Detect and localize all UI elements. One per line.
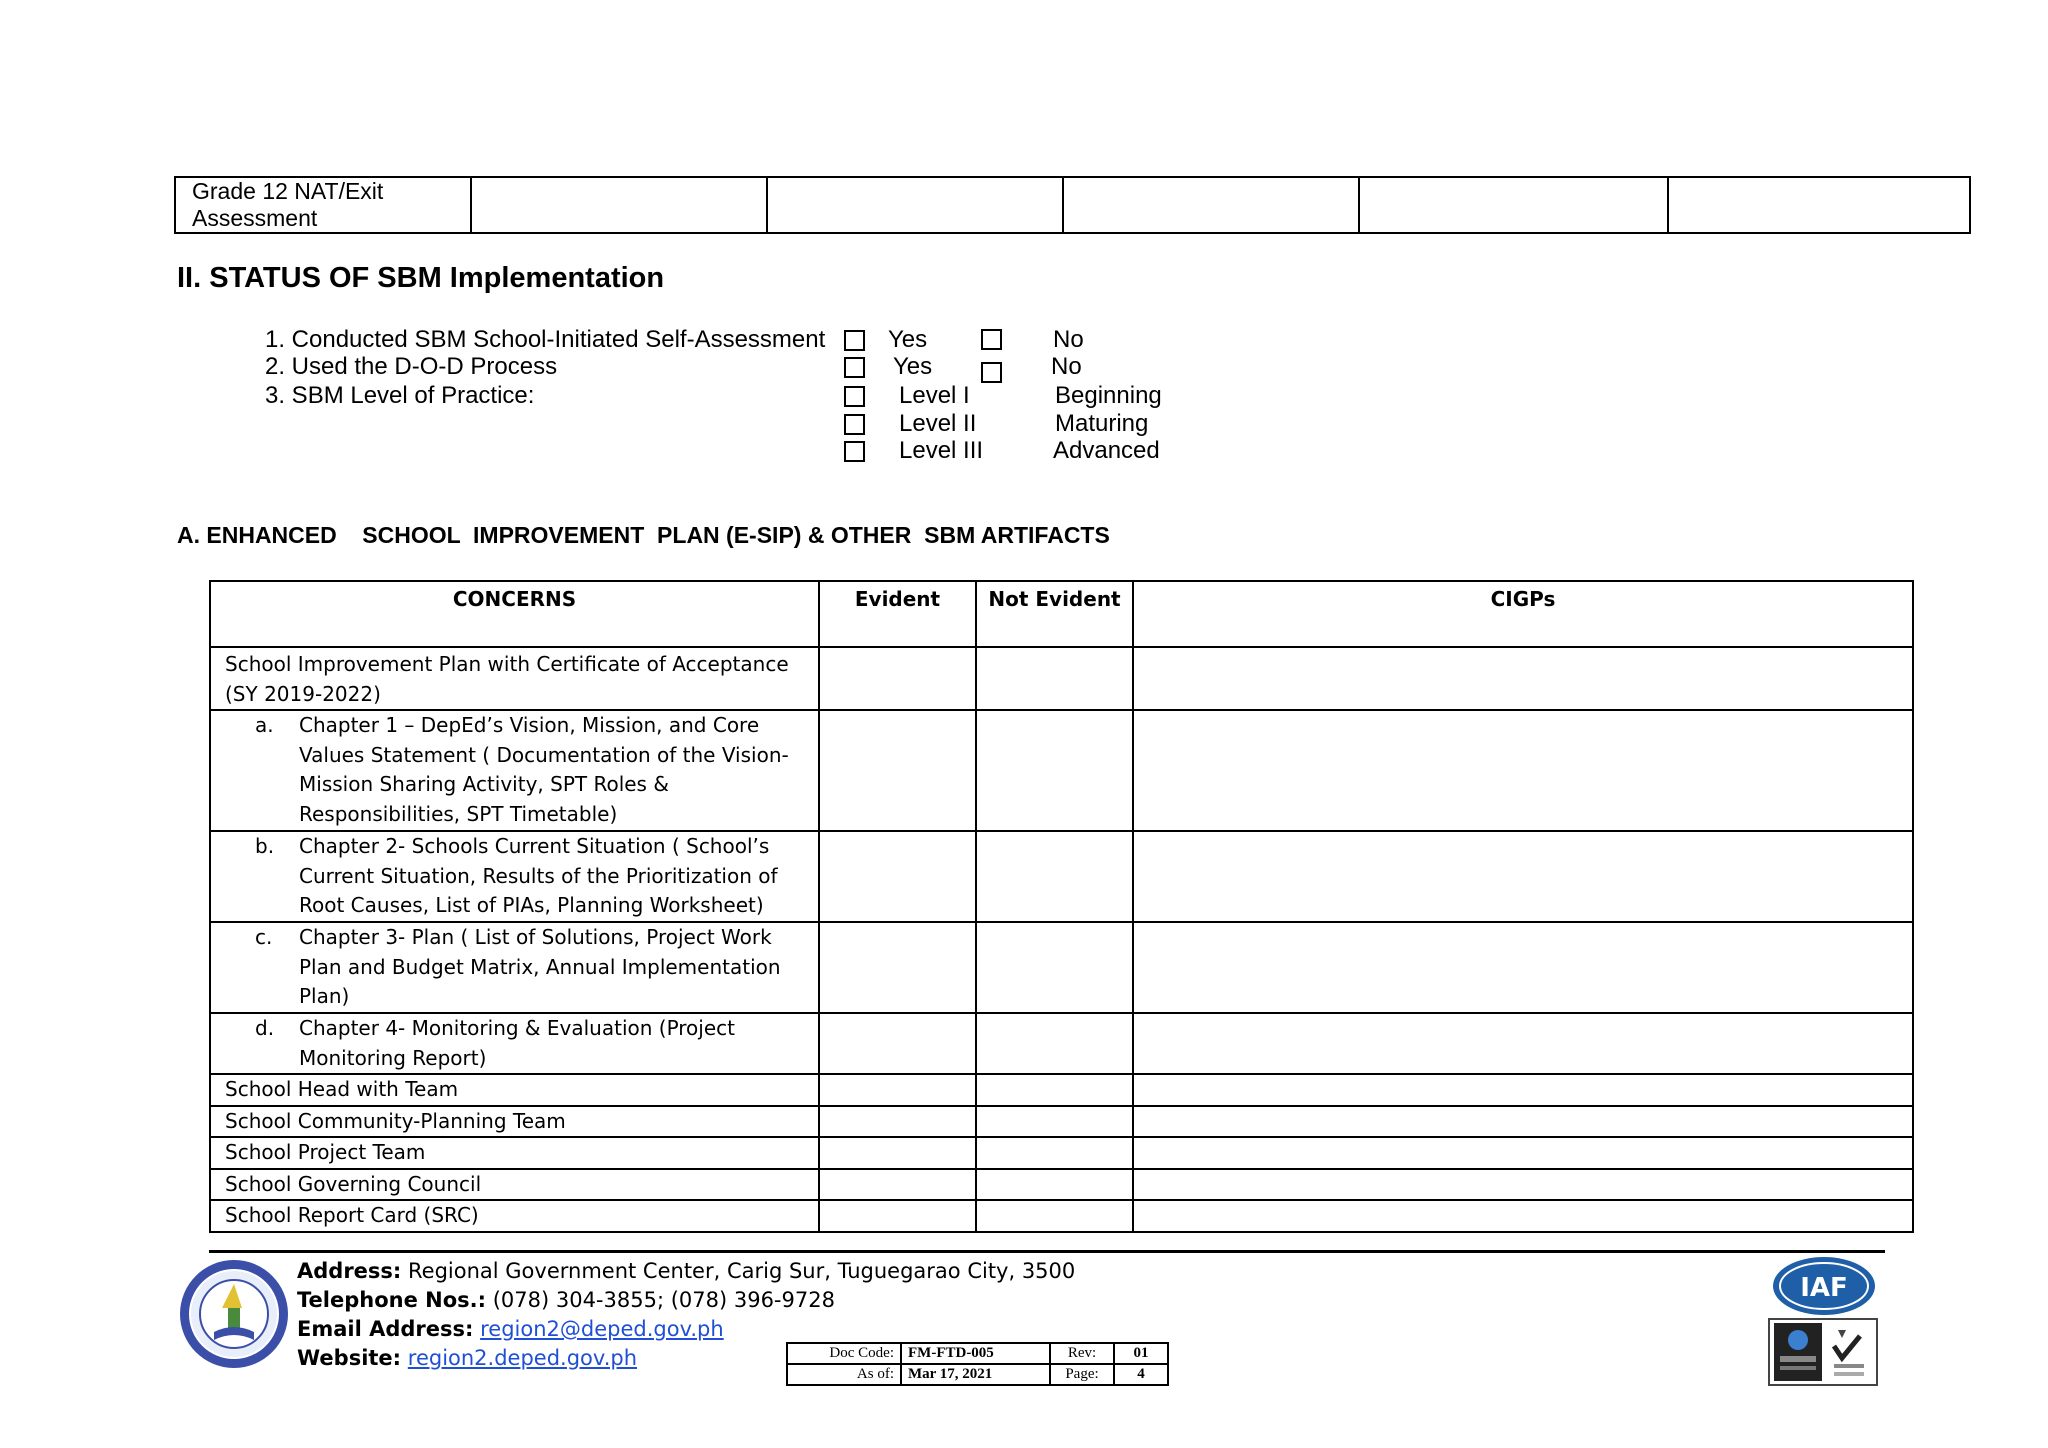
- as-of-label: As of:: [787, 1364, 901, 1385]
- item-text: Chapter 4- Monitoring & Evaluation (Project Monitoring Report): [299, 1016, 735, 1070]
- website-label: Website:: [297, 1346, 402, 1370]
- table-cell: [1668, 177, 1970, 233]
- doc-code-label: Doc Code:: [787, 1343, 901, 1364]
- not-evident-cell: [976, 1074, 1133, 1106]
- evident-cell: [819, 710, 976, 831]
- footer-divider: [209, 1250, 1885, 1253]
- item-letter: a.: [255, 713, 274, 737]
- doc-control-table: [786, 1342, 1169, 1386]
- checkbox-dod-yes[interactable]: [844, 357, 865, 378]
- doc-code-value: FM-FTD-005: [901, 1343, 1050, 1364]
- esip-table: [209, 580, 1914, 1233]
- evident-cell: [819, 1200, 976, 1232]
- concern-cell: [210, 922, 819, 1013]
- table-cell: [767, 177, 1063, 233]
- item-letter: b.: [255, 834, 275, 858]
- table-row: [210, 1074, 1913, 1106]
- level-stage: Maturing: [1055, 410, 1149, 437]
- not-evident-cell: [976, 1013, 1133, 1074]
- table-row: [210, 922, 1913, 1013]
- concern-cell: School Community-Planning Team: [210, 1106, 819, 1138]
- cigps-cell: [1133, 1013, 1913, 1074]
- evident-cell: [819, 922, 976, 1013]
- page-label: Page:: [1050, 1364, 1114, 1385]
- not-evident-cell: [976, 1200, 1133, 1232]
- concern-cell: School Governing Council: [210, 1169, 819, 1201]
- row-label-cell: [175, 177, 471, 233]
- option-yes: Yes: [888, 326, 928, 353]
- table-row: [210, 1013, 1913, 1074]
- table-row: [210, 1106, 1913, 1138]
- item-text: Chapter 1 – DepEd’s Vision, Mission, and Core Values Statement ( Documentation of the Vision-Mission Sharing Activity, SPT Roles & Responsibilities, SPT Timetable): [299, 713, 789, 826]
- evident-cell: [819, 1169, 976, 1201]
- option-no: No: [1053, 326, 1084, 353]
- cigps-cell: [1133, 647, 1913, 710]
- evident-cell: [819, 1013, 976, 1074]
- checkbox-level-2[interactable]: [844, 414, 865, 435]
- cigps-cell: [1133, 1074, 1913, 1106]
- footer-address: [297, 1257, 1075, 1286]
- table-cell: [1359, 177, 1668, 233]
- row-label-line1: Grade 12 NAT/Exit: [192, 178, 384, 204]
- level-stage: Advanced: [1053, 437, 1160, 464]
- table-row: [175, 177, 1970, 233]
- cigps-cell: [1133, 922, 1913, 1013]
- not-evident-cell: [976, 1169, 1133, 1201]
- email-link[interactable]: region2@deped.gov.ph: [480, 1317, 724, 1341]
- cigps-cell: [1133, 1169, 1913, 1201]
- as-of-value: Mar 17, 2021: [901, 1364, 1050, 1385]
- address-value: Regional Government Center, Carig Sur, Tuguegarao City, 3500: [408, 1259, 1076, 1283]
- cigps-cell: [1133, 1137, 1913, 1169]
- header-concerns: CONCERNS: [210, 581, 819, 647]
- evident-cell: [819, 831, 976, 922]
- evident-cell: [819, 647, 976, 710]
- header-cigps: CIGPs: [1133, 581, 1913, 647]
- item-letter: d.: [255, 1016, 275, 1040]
- table-cell: [471, 177, 767, 233]
- website-link[interactable]: region2.deped.gov.ph: [407, 1346, 638, 1370]
- status-item-2-label: 2. Used the D-O-D Process: [265, 353, 558, 380]
- level-label: Level III: [899, 437, 984, 464]
- page-value: 4: [1114, 1364, 1168, 1385]
- nat-table: [174, 176, 1971, 234]
- cigps-cell: [1133, 710, 1913, 831]
- header-evident: Evident: [819, 581, 976, 647]
- evident-cell: [819, 1106, 976, 1138]
- table-row: [210, 1200, 1913, 1232]
- address-label: Address:: [297, 1259, 402, 1283]
- table-row: [210, 710, 1913, 831]
- iaf-logo-text: IAF: [1800, 1273, 1848, 1303]
- iaf-logo-icon: [1772, 1256, 1876, 1316]
- table-row: [787, 1364, 1168, 1385]
- concern-cell: School Project Team: [210, 1137, 819, 1169]
- cigps-cell: [1133, 831, 1913, 922]
- iso-certification-icon: [1768, 1318, 1878, 1386]
- rev-label: Rev:: [1050, 1343, 1114, 1364]
- concern-cell: [210, 710, 819, 831]
- table-row: [210, 647, 1913, 710]
- concern-cell: School Report Card (SRC): [210, 1200, 819, 1232]
- level-label: Level I: [899, 382, 970, 409]
- footer-email: [297, 1315, 724, 1344]
- row-label-line2: Assessment: [192, 205, 318, 231]
- table-row: [210, 1169, 1913, 1201]
- level-label: Level II: [899, 410, 977, 437]
- option-yes: Yes: [893, 353, 933, 380]
- item-letter: c.: [255, 925, 273, 949]
- not-evident-cell: [976, 831, 1133, 922]
- section-a-title: A. ENHANCED SCHOOL IMPROVEMENT PLAN (E-SIP) & OTHER SBM ARTIFACTS: [177, 522, 1110, 548]
- table-row: [210, 1137, 1913, 1169]
- not-evident-cell: [976, 647, 1133, 710]
- cigps-cell: [1133, 1200, 1913, 1232]
- status-item-3-label: 3. SBM Level of Practice:: [265, 382, 535, 409]
- not-evident-cell: [976, 1137, 1133, 1169]
- footer-website: [297, 1344, 637, 1373]
- deped-seal-icon: [178, 1258, 290, 1370]
- concern-cell: School Head with Team: [210, 1074, 819, 1106]
- header-row: [210, 581, 1913, 647]
- concern-cell: [210, 1013, 819, 1074]
- email-label: Email Address:: [297, 1317, 474, 1341]
- header-not-evident: Not Evident: [976, 581, 1133, 647]
- evident-cell: [819, 1074, 976, 1106]
- footer-telephone: [297, 1286, 835, 1315]
- concern-cell: [210, 831, 819, 922]
- telephone-label: Telephone Nos.:: [297, 1288, 487, 1312]
- checkbox-self-assessment-no[interactable]: [981, 329, 1002, 350]
- checkbox-dod-no[interactable]: [981, 362, 1002, 383]
- table-cell: [1063, 177, 1359, 233]
- checkbox-self-assessment-yes[interactable]: [844, 330, 865, 351]
- telephone-value: (078) 304-3855; (078) 396-9728: [492, 1288, 835, 1312]
- evident-cell: [819, 1137, 976, 1169]
- checkbox-level-1[interactable]: [844, 386, 865, 407]
- checkbox-level-3[interactable]: [844, 441, 865, 462]
- status-item-1-label: 1. Conducted SBM School-Initiated Self-Assessment: [265, 326, 826, 353]
- rev-value: 01: [1114, 1343, 1168, 1364]
- option-no: No: [1051, 353, 1082, 380]
- not-evident-cell: [976, 1106, 1133, 1138]
- not-evident-cell: [976, 922, 1133, 1013]
- table-row: [210, 831, 1913, 922]
- table-row: [787, 1343, 1168, 1364]
- not-evident-cell: [976, 710, 1133, 831]
- item-text: Chapter 2- Schools Current Situation ( School’s Current Situation, Results of the Prioritization of Root Causes, List of PIAs, Planning Worksheet): [299, 834, 778, 917]
- concern-cell: School Improvement Plan with Certificate of Acceptance (SY 2019-2022): [210, 647, 819, 710]
- item-text: Chapter 3- Plan ( List of Solutions, Project Work Plan and Budget Matrix, Annual Implementation Plan): [299, 925, 781, 1008]
- level-stage: Beginning: [1055, 382, 1162, 409]
- section-ii-title: II. STATUS OF SBM Implementation: [177, 262, 665, 294]
- cigps-cell: [1133, 1106, 1913, 1138]
